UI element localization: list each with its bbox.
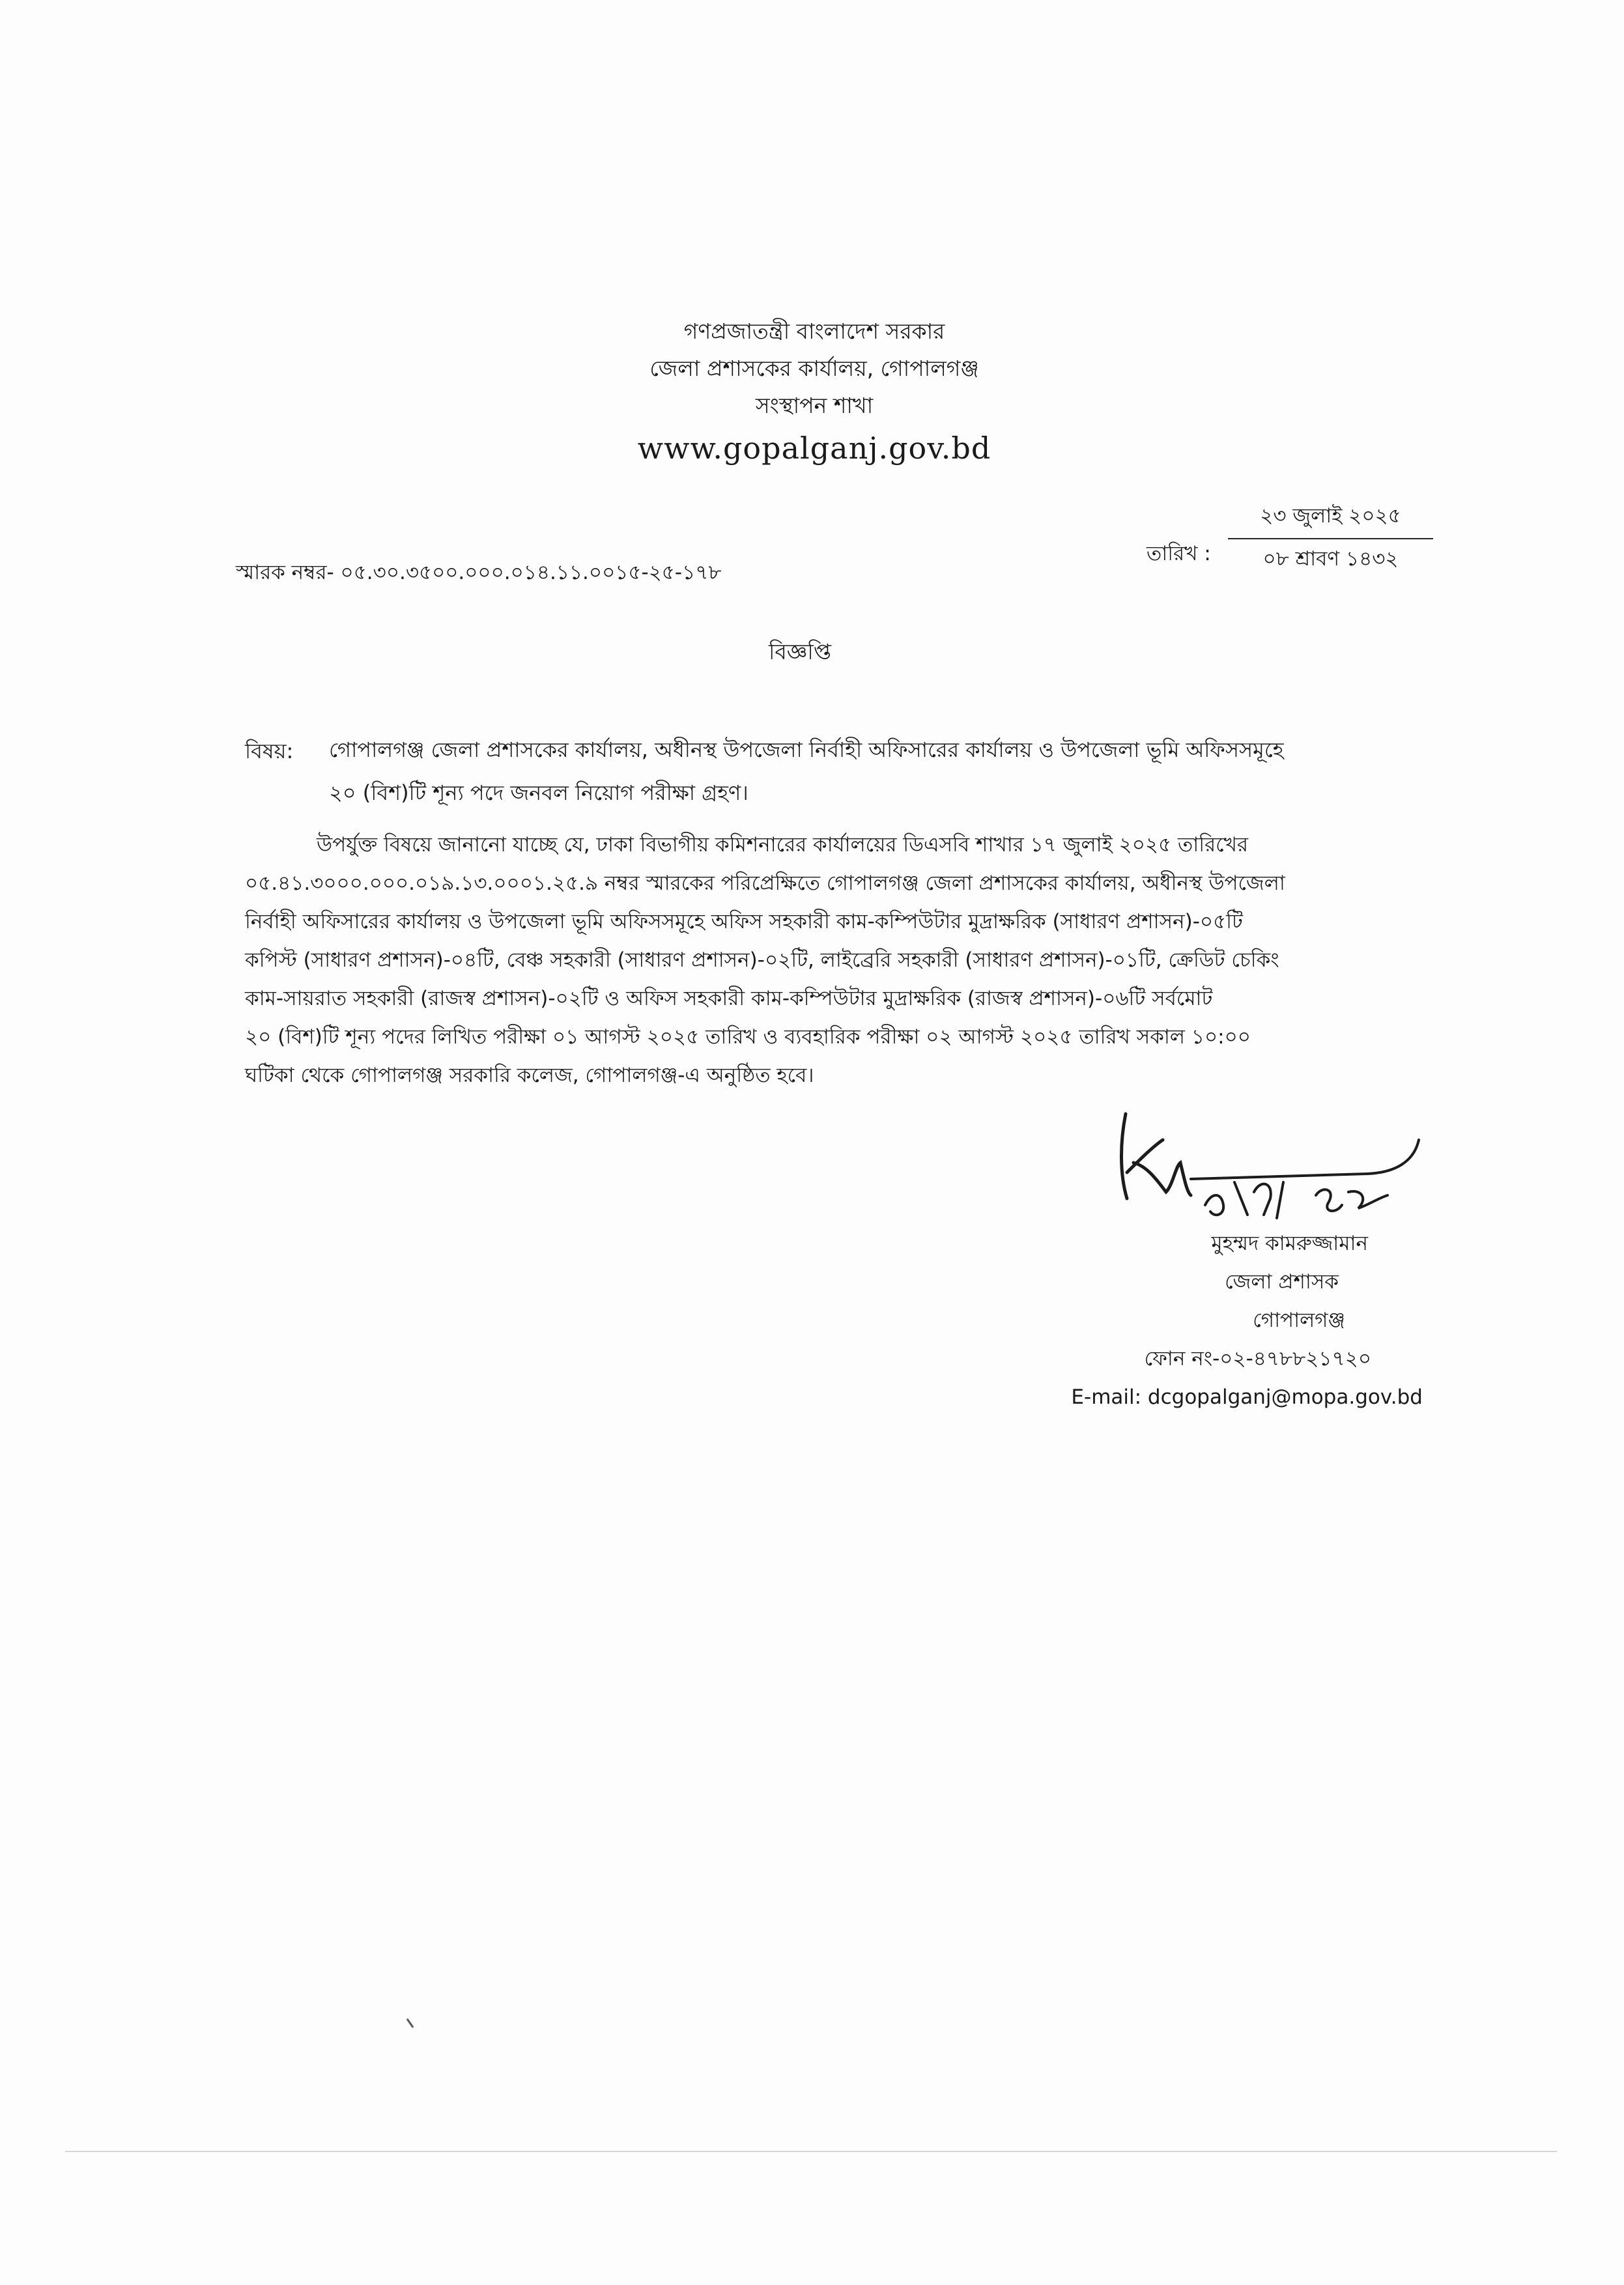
body-line: ২০ (বিশ)টি শূন্য পদের লিখিত পরীক্ষা ০১ আগস্ট ২০২৫ তারিখ ও ব্যবহারিক পরীক্ষা ০২ আগস্ট ২০২৫ তারিখ সকাল ১০:০০: [245, 1025, 1251, 1049]
section-name: সংস্থাপন শাখা: [755, 393, 874, 418]
subject-line: গোপালগঞ্জ জেলা প্রশাসকের কার্যালয়, অধীনস্থ উপজেলা নির্বাহী অফিসারের কার্যালয় ও উপজেলা ভূমি অফিসসমূহে: [329, 737, 1284, 762]
subject-label: বিষয়:: [245, 739, 294, 763]
signatory-email[interactable]: E-mail: dcgopalganj@mopa.gov.bd: [1071, 1385, 1423, 1409]
website-link[interactable]: www.gopalganj.gov.bd: [637, 431, 991, 466]
body-line: কাম-সায়রাত সহকারী (রাজস্ব প্রশাসন)-০২টি ও অফিস সহকারী কাম-কম্পিউটার মুদ্রাক্ষরিক (রাজস্ব প্রশাসন)-০৬টি সর্বমোট: [245, 987, 1213, 1010]
body-line: উপর্যুক্ত বিষয়ে জানানো যাচ্ছে যে, ঢাকা বিভাগীয় কমিশনারের কার্যালয়ের ডিএসবি শাখার ১৭ জুলাই ২০২৫ তারিখের: [317, 833, 1249, 857]
memo-number: স্মারক নম্বর- ০৫.৩০.৩৫০০.০০০.০১৪.১১.০০১৫-২৫-১৭৮: [236, 561, 722, 584]
scan-edge-line: [65, 2151, 1557, 2152]
notice-body: [245, 826, 1391, 1095]
letterhead: [456, 313, 1173, 472]
signatory-place: গোপালগঞ্জ: [1253, 1309, 1345, 1332]
signatory-name: মুহম্মদ কামরুজ্জামান: [1211, 1232, 1368, 1255]
date-gregorian: ২৩ জুলাই ২০২৫: [1228, 500, 1433, 539]
date-block: [1228, 500, 1433, 577]
office-name: জেলা প্রশাসকের কার্যালয়, গোপালগঞ্জ: [649, 356, 979, 381]
signatory-designation: জেলা প্রশাসক: [1225, 1270, 1339, 1294]
subject-text: [329, 728, 1397, 814]
body-line: ঘটিকা থেকে গোপালগঞ্জ সরকারি কলেজ, গোপালগঞ্জ-এ অনুষ্ঠিত হবে।: [245, 1064, 814, 1087]
notice-title: বিজ্ঞপ্তি: [769, 639, 831, 664]
signatory-phone: ফোন নং-০২-৪৭৮৮২১৭২০: [1144, 1347, 1371, 1370]
scan-mark: [406, 2019, 414, 2028]
government-name: গণপ্রজাতন্ত্রী বাংলাদেশ সরকার: [683, 319, 945, 344]
signatory-block: [1016, 1225, 1433, 1417]
body-line: ০৫.৪১.৩০০০.০০০.০১৯.১৩.০০০১.২৫.৯ নম্বর স্মারকের পরিপ্রেক্ষিতে গোপালগঞ্জ জেলা প্রশাসকের কার্যালয়, অধীনস্থ উপজেলা: [245, 872, 1285, 895]
date-label: তারিখ :: [1147, 542, 1211, 565]
body-line: কপিস্ট (সাধারণ প্রশাসন)-০৪টি, বেঞ্চ সহকারী (সাধারণ প্রশাসন)-০২টি, লাইব্রেরি সহকারী (সাধারণ প্রশাসন)-০১টি, ক্রেডিট চেকিং: [245, 948, 1279, 972]
subject-line: ২০ (বিশ)টি শূন্য পদে জনবল নিয়োগ পরীক্ষা গ্রহণ।: [329, 780, 748, 805]
date-bangla: ০৮ শ্রাবণ ১৪৩২: [1262, 547, 1399, 571]
handwritten-signature: [1107, 1101, 1433, 1225]
body-line: নির্বাহী অফিসারের কার্যালয় ও উপজেলা ভূমি অফিসসমূহে অফিস সহকারী কাম-কম্পিউটার মুদ্রাক্ষরিক (সাধারণ প্রশাসন)-০৫টি: [245, 910, 1243, 933]
